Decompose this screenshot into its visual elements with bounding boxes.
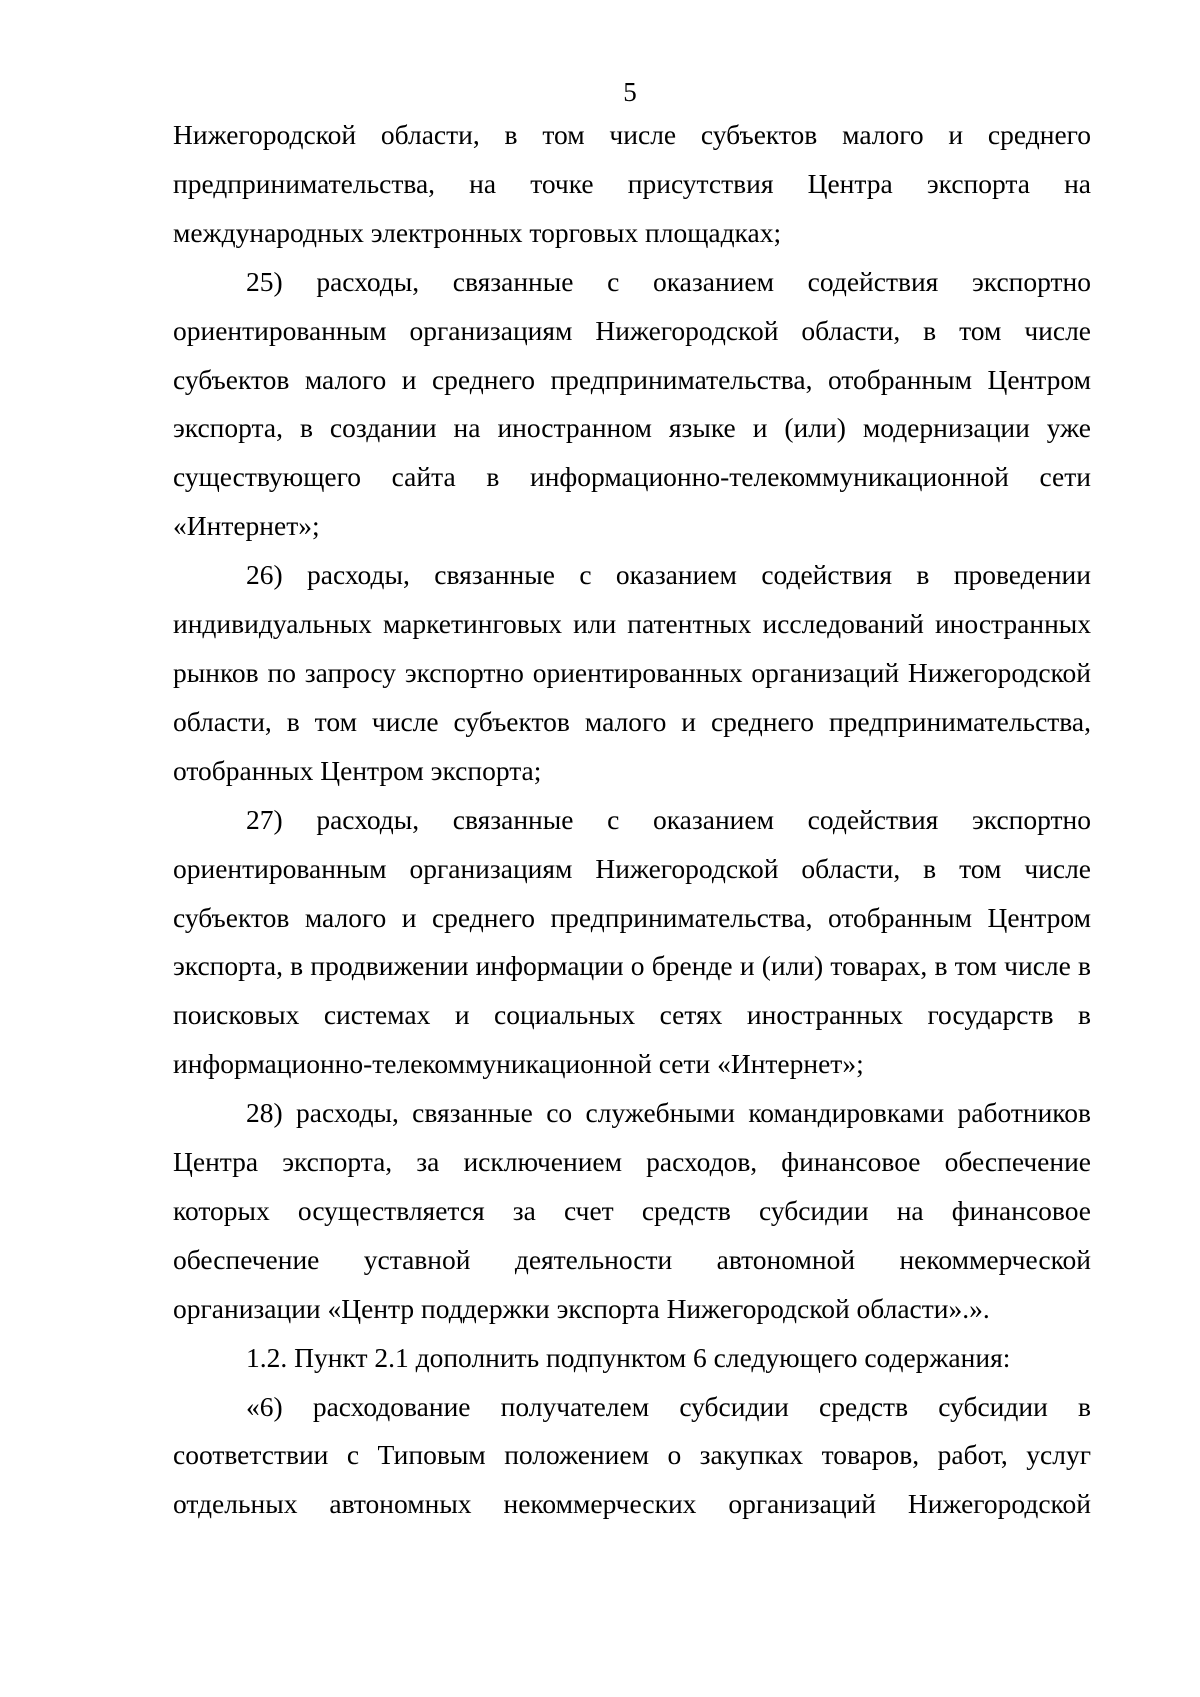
text-line: в соответствии с Типовым положением о закупках товаров, работ, услуг bbox=[173, 1390, 1091, 1471]
text-line: Нижегородской области, в том числе субъектов малого и среднего bbox=[173, 119, 1091, 150]
text-line: существующего сайта в информационно-телекоммуникационной сети bbox=[173, 461, 1091, 493]
text-line: 25) расходы, связанные с оказанием содействия экспортно bbox=[246, 265, 1091, 297]
paragraph-item-25 bbox=[173, 258, 1091, 551]
text-line: экспорта, в создании на иностранном языке и (или) модернизации уже bbox=[173, 412, 1091, 444]
text-line: области».». bbox=[856, 1292, 990, 1324]
text-line: предпринимательства, на точке присутствия Центра экспорта на bbox=[173, 167, 1091, 199]
text-line: 27) расходы, связанные с оказанием содействия экспортно bbox=[246, 803, 1091, 835]
text-line: Нижегородской области, в том числе субъектов малого и среднего bbox=[173, 656, 1091, 737]
text-line: 26) расходы, связанные с оказанием содействия в проведении bbox=[246, 559, 1091, 591]
text-line: иностранных рынков по запросу экспортно ориентированных организаций bbox=[173, 608, 1092, 688]
text-line: предпринимательства, отобранных Центром экспорта; bbox=[173, 705, 1092, 786]
paragraph-item-26 bbox=[173, 551, 1091, 796]
text-line: 28) расходы, связанные со служебными командировками bbox=[246, 1097, 945, 1129]
text-line: субъектов малого и среднего предпринимательства, отобранным Центром bbox=[173, 363, 1091, 395]
text-line: в информационно-телекоммуникационной сети «Интернет»; bbox=[173, 999, 1091, 1080]
paragraph-item-6 bbox=[173, 1383, 1091, 1530]
text-line: ориентированным организациям Нижегородской области, в том числе bbox=[173, 314, 1091, 346]
paragraph-section-1-2 bbox=[173, 1334, 1091, 1383]
text-line: международных электронных торговых площадках; bbox=[173, 216, 782, 248]
document-body bbox=[173, 111, 1091, 1529]
text-line: числе в поисковых системах и социальных сетях иностранных государств bbox=[173, 950, 1092, 1031]
text-line: «Интернет»; bbox=[173, 510, 320, 542]
text-line: «6) расходование получателем субсидии средств субсидии bbox=[246, 1390, 1048, 1422]
text-line: обеспечение которых осуществляется за счет средств субсидии bbox=[173, 1146, 1092, 1226]
text-line: ориентированным организациям Нижегородской области, в том числе bbox=[173, 852, 1091, 884]
text-line: на финансовое обеспечение уставной деятельности автономной bbox=[173, 1194, 1091, 1275]
paragraph-continuation bbox=[173, 111, 1091, 258]
paragraph-item-28 bbox=[173, 1089, 1091, 1334]
text-line: субъектов малого и среднего предпринимательства, отобранным Центром bbox=[173, 901, 1091, 933]
text-line: экспорта, в продвижении информации о бренде и (или) товарах, в том bbox=[173, 950, 997, 982]
text-line: индивидуальных маркетинговых или патентных исследований bbox=[173, 608, 924, 640]
page-number: 5 bbox=[623, 77, 637, 107]
paragraph-item-27 bbox=[173, 796, 1091, 1089]
text-line: некоммерческой организации «Центр поддержки экспорта Нижегородской bbox=[173, 1243, 1091, 1324]
text-line: работников Центра экспорта, за исключением расходов, финансовое bbox=[173, 1097, 1091, 1178]
text-line: 1.2. Пункт 2.1 дополнить подпунктом 6 следующего содержания: bbox=[246, 1341, 1011, 1373]
text-line: отдельных автономных некоммерческих организаций Нижегородской bbox=[173, 1488, 1091, 1520]
